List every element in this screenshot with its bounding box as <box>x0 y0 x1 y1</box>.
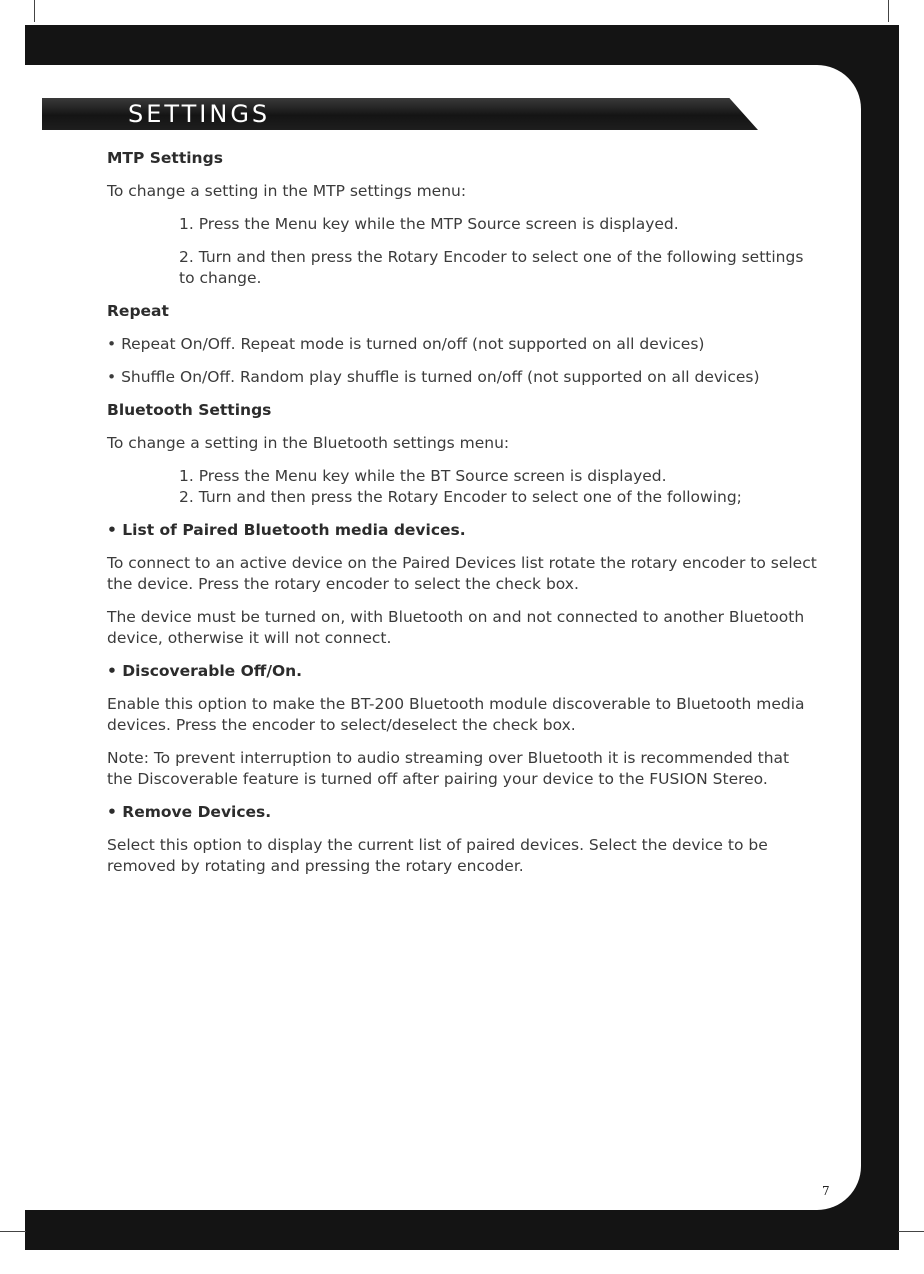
paragraph: Select this option to display the current list of paired devices. Select the device to be removed by rotating and pressing the rotary encoder. <box>107 836 768 875</box>
heading-paired-devices: • List of Paired Bluetooth media devices. <box>107 521 466 539</box>
paragraph: Enable this option to make the BT-200 Bluetooth module discoverable to Bluetooth media devices. Press the encoder to select/deselect the check box. <box>107 695 805 734</box>
heading-bluetooth-settings: Bluetooth Settings <box>107 401 272 419</box>
heading-remove-devices: • Remove Devices. <box>107 803 272 821</box>
bullet-item: • Shuffle On/Off. Random play shuffle is turned on/off (not supported on all devices) <box>107 368 760 386</box>
heading-repeat: Repeat <box>107 302 169 320</box>
page-number: 7 <box>822 1184 830 1198</box>
crop-mark <box>898 1231 924 1232</box>
step-item: 2. Turn and then press the Rotary Encoder to select one of the following settings to change. <box>179 248 804 287</box>
crop-mark <box>34 0 35 22</box>
paragraph: To change a setting in the Bluetooth settings menu: <box>107 434 510 452</box>
step-item: 1. Press the Menu key while the BT Source screen is displayed. <box>179 467 667 485</box>
step-item: 1. Press the Menu key while the MTP Source screen is displayed. <box>179 215 679 233</box>
settings-content <box>107 148 819 889</box>
crop-mark <box>0 1231 26 1232</box>
paragraph: The device must be turned on, with Bluetooth on and not connected to another Bluetooth device, otherwise it will not connect. <box>107 608 805 647</box>
crop-mark <box>888 0 889 22</box>
step-item: 2. Turn and then press the Rotary Encoder to select one of the following; <box>179 488 742 506</box>
bullet-item: • Repeat On/Off. Repeat mode is turned on/off (not supported on all devices) <box>107 335 705 353</box>
paragraph: Note: To prevent interruption to audio streaming over Bluetooth it is recommended that the Discoverable feature is turned off after pairing your device to the FUSION Stereo. <box>107 749 790 788</box>
section-title: SETTINGS <box>128 100 271 128</box>
paragraph: To connect to an active device on the Paired Devices list rotate the rotary encoder to select the device. Press the rotary encoder to select the check box. <box>107 554 817 593</box>
heading-mtp-settings: MTP Settings <box>107 149 223 167</box>
paragraph: To change a setting in the MTP settings menu: <box>107 182 467 200</box>
heading-discoverable: • Discoverable Off/On. <box>107 662 303 680</box>
